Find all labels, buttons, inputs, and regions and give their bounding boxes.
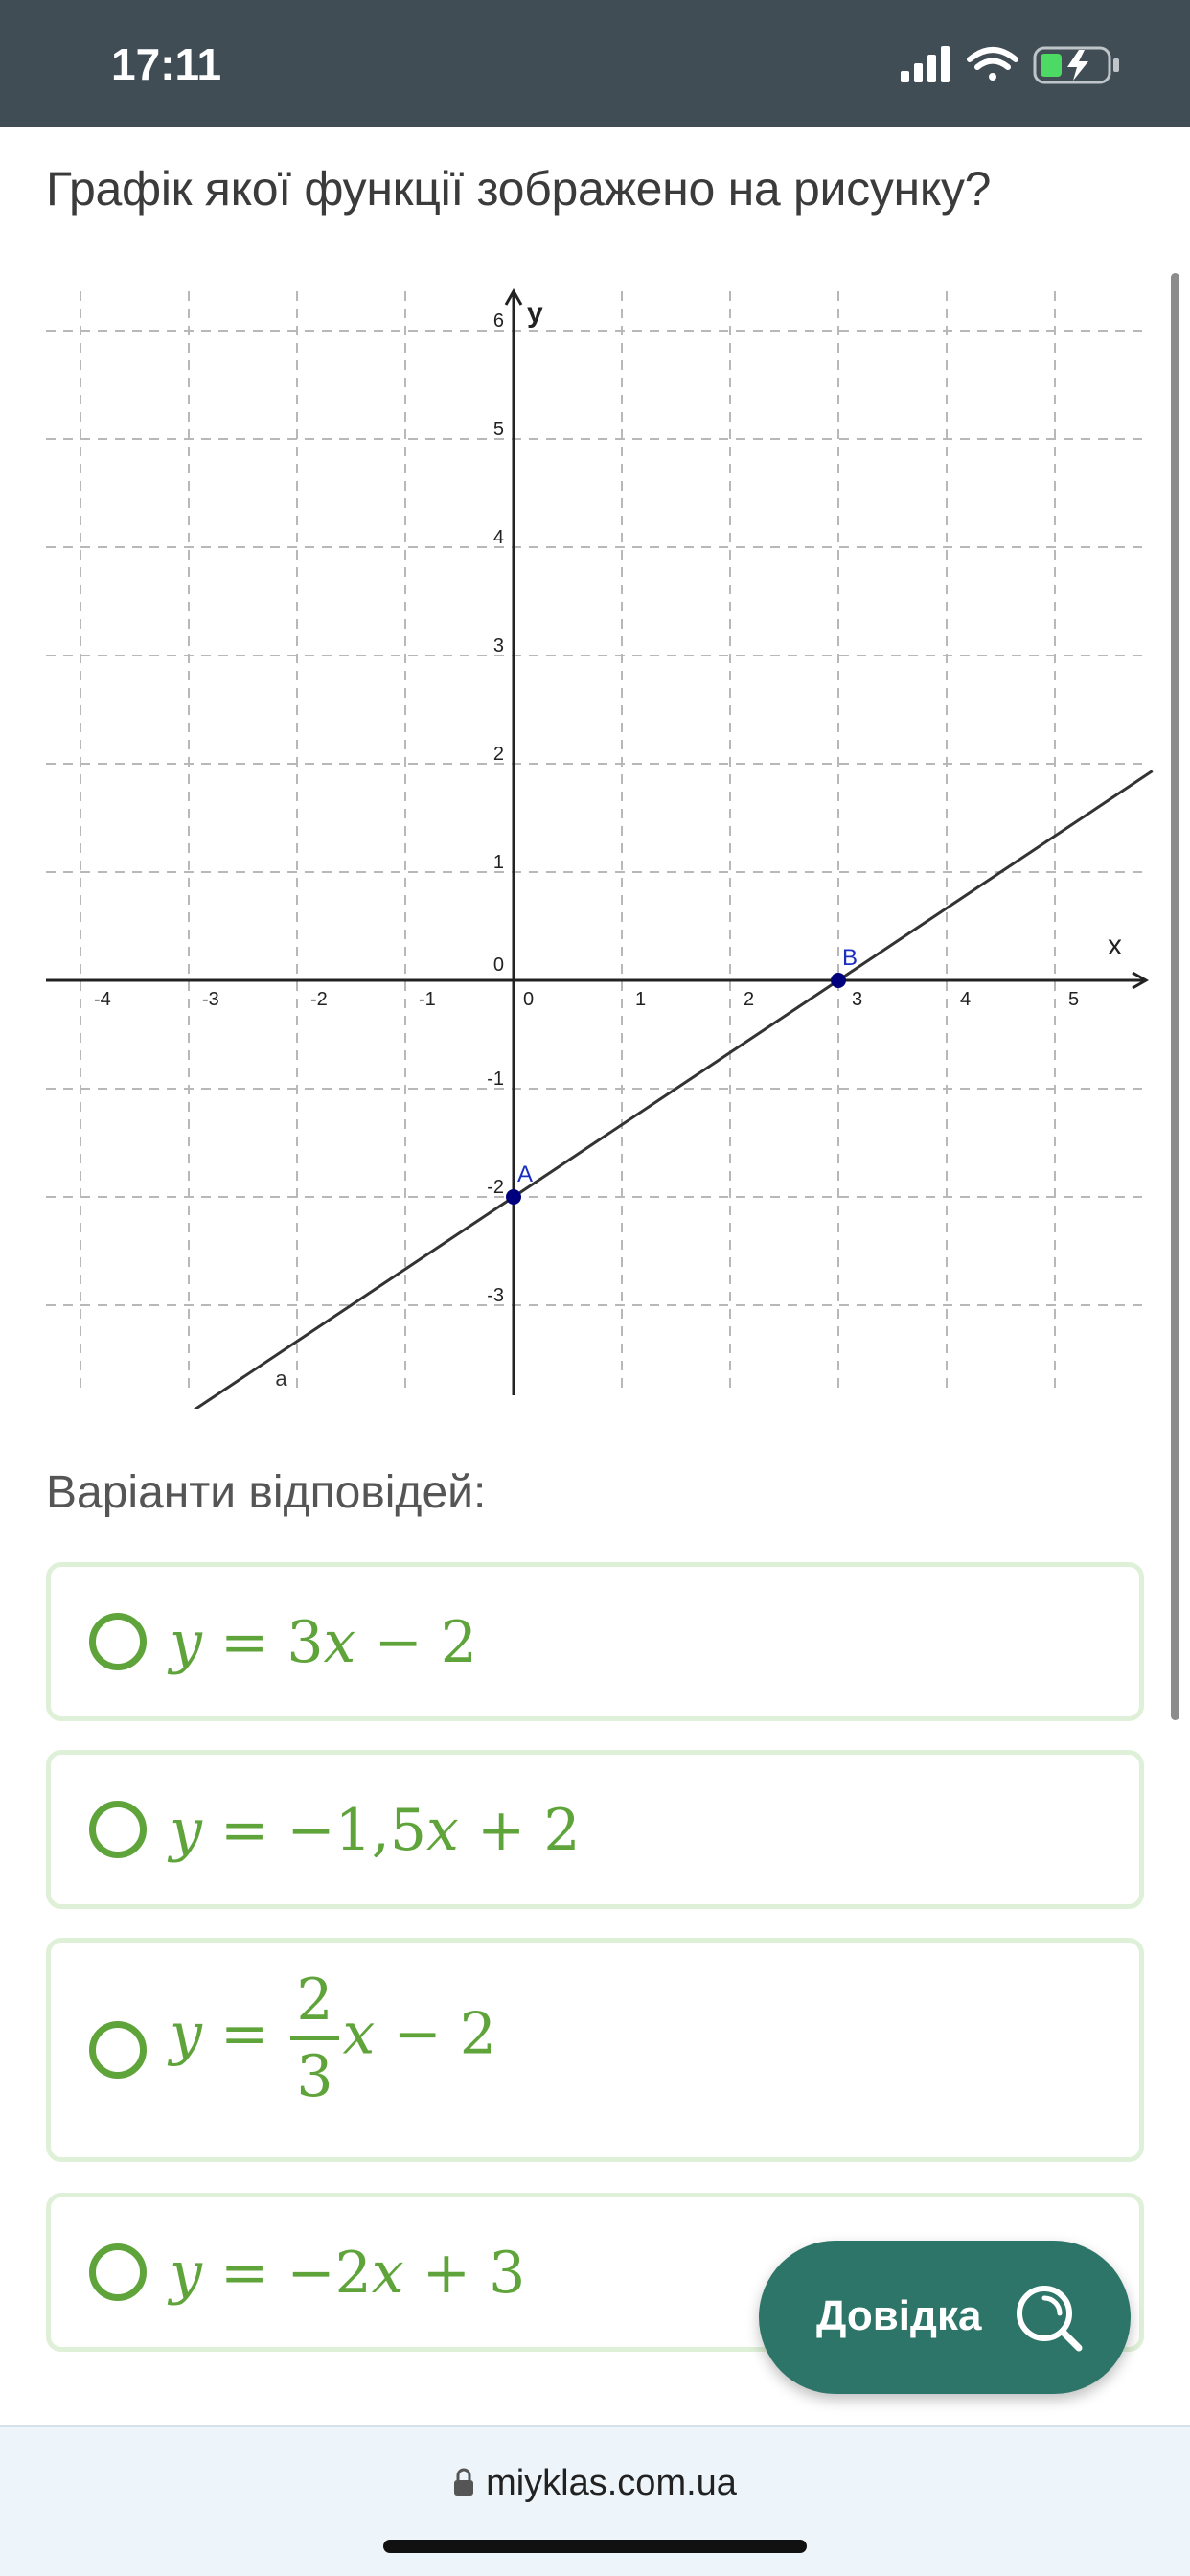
formula-y: y — [170, 1609, 202, 1676]
battery-charging-icon — [1035, 48, 1119, 82]
x-tick-label: 2 — [744, 989, 755, 1010]
y-tick-label: -2 — [487, 1177, 504, 1198]
x-tick-label: -3 — [202, 989, 219, 1010]
formula-y: y — [170, 1797, 202, 1864]
formula-tail: − 2 — [393, 2000, 496, 2068]
fraction-denominator: 3 — [296, 2043, 333, 2110]
browser-bottom-bar — [0, 2425, 1190, 2576]
formula-eq: = — [219, 1797, 269, 1864]
formula-x: x — [342, 2000, 376, 2068]
x-axis-label: x — [1108, 930, 1122, 961]
formula-y: y — [170, 2000, 202, 2068]
help-button[interactable] — [759, 2241, 1131, 2394]
radio-button[interactable] — [89, 1613, 147, 1670]
x-tick-label: -2 — [310, 989, 328, 1010]
function-graph — [0, 278, 1190, 1409]
search-icon — [1012, 2281, 1085, 2354]
help-button-label: Довідка — [816, 2292, 982, 2339]
fraction-numerator: 2 — [290, 1971, 338, 2040]
formula — [170, 1966, 496, 2110]
wifi-icon — [970, 50, 1016, 80]
status-bar — [0, 0, 1190, 126]
y-tick-label: 5 — [492, 419, 504, 440]
y-tick-label: 2 — [492, 744, 504, 765]
y-tick-label: 3 — [492, 635, 504, 656]
y-tick-label: -3 — [487, 1285, 504, 1306]
formula-x: x — [426, 1797, 459, 1864]
y-tick-label: 6 — [492, 310, 504, 332]
address-bar[interactable] — [0, 2463, 1190, 2504]
line-label: a — [275, 1367, 287, 1391]
formula-fraction — [290, 1966, 338, 2110]
y-tick-label: 4 — [492, 527, 504, 548]
formula-coef: −2 — [286, 2240, 372, 2307]
formula-y: y — [170, 2240, 202, 2307]
formula-coef: −1,5 — [286, 1797, 427, 1864]
point-a — [506, 1189, 521, 1205]
formula-tail: + 3 — [422, 2240, 526, 2307]
answers-title: Варіанти відповідей: — [46, 1467, 487, 1518]
x-tick-label: -4 — [94, 989, 111, 1010]
radio-button[interactable] — [89, 2021, 147, 2079]
x-tick-label: 4 — [960, 989, 972, 1010]
scrollbar[interactable] — [1171, 273, 1179, 1720]
y-axis-label: y — [527, 297, 543, 329]
formula-eq: = — [219, 1609, 269, 1676]
answer-option-3[interactable] — [46, 1938, 1144, 2162]
formula-eq: = — [219, 2240, 269, 2307]
x-tick-label: 5 — [1068, 989, 1080, 1010]
status-time: 17:11 — [111, 39, 222, 89]
formula-eq: = — [219, 2000, 269, 2068]
formula-x: x — [323, 1609, 356, 1676]
answer-option-1[interactable] — [46, 1562, 1144, 1721]
x-tick-label: 1 — [635, 989, 647, 1010]
x-tick-label: -1 — [419, 989, 436, 1010]
y-tick-label: -1 — [487, 1069, 504, 1090]
formula-coef: 3 — [286, 1609, 324, 1676]
formula-tail: + 2 — [476, 1797, 581, 1864]
radio-button[interactable] — [89, 1801, 147, 1858]
home-indicator[interactable] — [383, 2540, 807, 2553]
status-icons — [901, 44, 1131, 86]
point-label: A — [517, 1162, 534, 1187]
y-tick-label: 1 — [492, 852, 504, 873]
point-label: B — [842, 945, 858, 971]
radio-button[interactable] — [89, 2243, 147, 2301]
x-tick-label: 3 — [852, 989, 863, 1010]
formula — [170, 1609, 477, 1676]
y-tick-label: 0 — [492, 954, 504, 976]
formula — [170, 1797, 581, 1864]
lock-icon — [453, 2468, 474, 2496]
formula — [170, 2240, 525, 2307]
url-text: miyklas.com.ua — [486, 2463, 737, 2503]
question-text: Графік якої функції зображено на рисунку? — [46, 162, 992, 216]
x-tick-label: 0 — [523, 989, 535, 1010]
answer-option-2[interactable] — [46, 1750, 1144, 1909]
formula-x: x — [371, 2240, 404, 2307]
formula-tail: − 2 — [374, 1609, 477, 1676]
cellular-signal-icon — [901, 46, 950, 82]
point-b — [831, 973, 846, 988]
function-line — [189, 771, 1153, 1409]
